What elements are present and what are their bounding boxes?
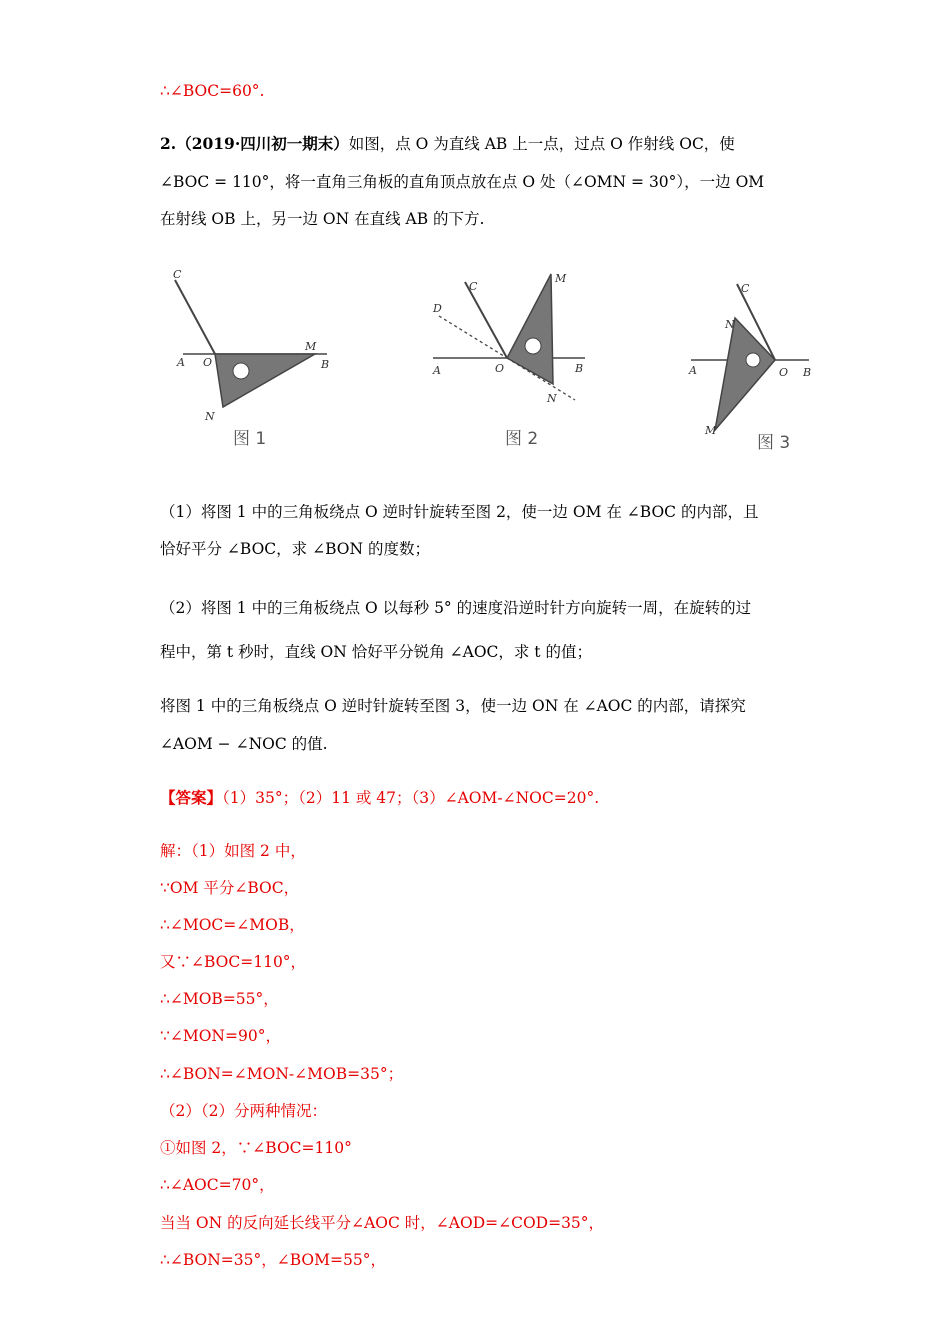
ray-oc	[175, 280, 215, 354]
part-1-line-2: 恰好平分 ∠BOC，求 ∠BON 的度数；	[160, 540, 430, 558]
label-b: B	[321, 358, 330, 371]
solution-step: ∵∠MON=90°，	[160, 1027, 281, 1045]
solution-step: ∴∠BON=∠MON-∠MOB=35°；	[160, 1065, 404, 1083]
part-2-line-2: 程中，第 t 秒时，直线 ON 恰好平分锐角 ∠AOC，求 t 的值；	[160, 643, 592, 661]
figure-3	[685, 270, 825, 455]
label-b: B	[803, 366, 812, 379]
answer-line	[160, 787, 599, 809]
label-o: O	[203, 356, 213, 369]
label-m: M	[305, 340, 317, 353]
figure-2-caption: 图 2	[505, 429, 539, 449]
solution-step: （2）（2）分两种情况：	[160, 1102, 327, 1120]
solution-step: ∴∠MOB=55°，	[160, 990, 279, 1008]
label-o: O	[495, 362, 505, 375]
figure-1	[165, 262, 345, 452]
question-line-1: 2.（2019·四川初一期末）如图，点 O 为直线 AB 上一点，过点 O 作射线 OC，使	[160, 134, 735, 153]
label-d: D	[433, 302, 442, 315]
figure-2-svg	[425, 262, 595, 452]
label-b: B	[575, 362, 584, 375]
previous-conclusion: ∴∠BOC=60°.	[160, 82, 265, 100]
question-text-1: 如图，点 O 为直线 AB 上一点，过点 O 作射线 OC，使	[348, 135, 735, 153]
question-line-3: 在射线 OB 上，另一边 ON 在直线 AB 的下方.	[160, 210, 485, 228]
figure-2	[425, 262, 595, 452]
label-m: M	[705, 424, 717, 437]
label-n: N	[725, 318, 735, 331]
part-1-line-1: （1）将图 1 中的三角板绕点 O 逆时针旋转至图 2，使一边 OM 在 ∠BOC 的内部，且	[160, 503, 759, 521]
answer-tag: 【答案】	[160, 788, 223, 807]
part-3-line-1: 将图 1 中的三角板绕点 O 逆时针旋转至图 3，使一边 ON 在 ∠AOC 的内部，请探究	[160, 697, 746, 715]
label-n: N	[205, 410, 215, 423]
ray-oc	[465, 282, 507, 358]
solution-step: 又∵∠BOC=110°，	[160, 953, 307, 971]
solution-step: ①如图 2，∵∠BOC=110°	[160, 1139, 352, 1157]
triangle-hole	[746, 353, 760, 367]
figure-1-caption: 图 1	[233, 429, 267, 449]
figure-3-caption: 图 3	[757, 433, 791, 453]
answer-text: （1）35°；（2）11 或 47；（3）∠AOM-∠NOC=20°.	[222, 789, 600, 807]
triangle-ruler	[507, 274, 553, 384]
figure-1-svg	[165, 262, 345, 452]
figure-3-svg	[685, 270, 825, 455]
part-2-line-1: （2）将图 1 中的三角板绕点 O 以每秒 5° 的速度沿逆时针方向旋转一周，在旋转的过	[160, 599, 752, 617]
triangle-hole	[233, 363, 249, 379]
label-m: M	[555, 272, 567, 285]
question-number: 2	[160, 134, 171, 153]
solution-step: ∴∠AOC=70°，	[160, 1176, 275, 1194]
label-c: C	[173, 268, 182, 281]
triangle-hole	[525, 338, 541, 354]
triangle-ruler	[715, 318, 775, 430]
label-c: C	[469, 280, 478, 293]
ray-od-dashed	[439, 316, 507, 358]
solution-step: ∵OM 平分∠BOC，	[160, 879, 300, 897]
question-source: （2019·四川初一期末）	[176, 134, 349, 153]
question-line-2: ∠BOC = 110°，将一直角三角板的直角顶点放在点 O 处（∠OMN = 30°），一边 OM	[160, 173, 765, 191]
triangle-ruler	[215, 354, 315, 407]
solution-step: ∴∠MOC=∠MOB，	[160, 916, 305, 934]
label-o: O	[779, 366, 789, 379]
solution-step: 当当 ON 的反向延长线平分∠AOC 时，∠AOD=∠COD=35°，	[160, 1214, 605, 1232]
label-a: A	[177, 356, 185, 369]
label-c: C	[741, 282, 750, 295]
label-a: A	[689, 364, 697, 377]
solution-step: ∴∠BON=35°，∠BOM=55°，	[160, 1251, 386, 1269]
solution-step: 解：（1）如图 2 中，	[160, 842, 306, 860]
part-3-line-2: ∠AOM − ∠NOC 的值.	[160, 735, 328, 753]
label-n: N	[547, 392, 557, 405]
label-a: A	[433, 364, 441, 377]
